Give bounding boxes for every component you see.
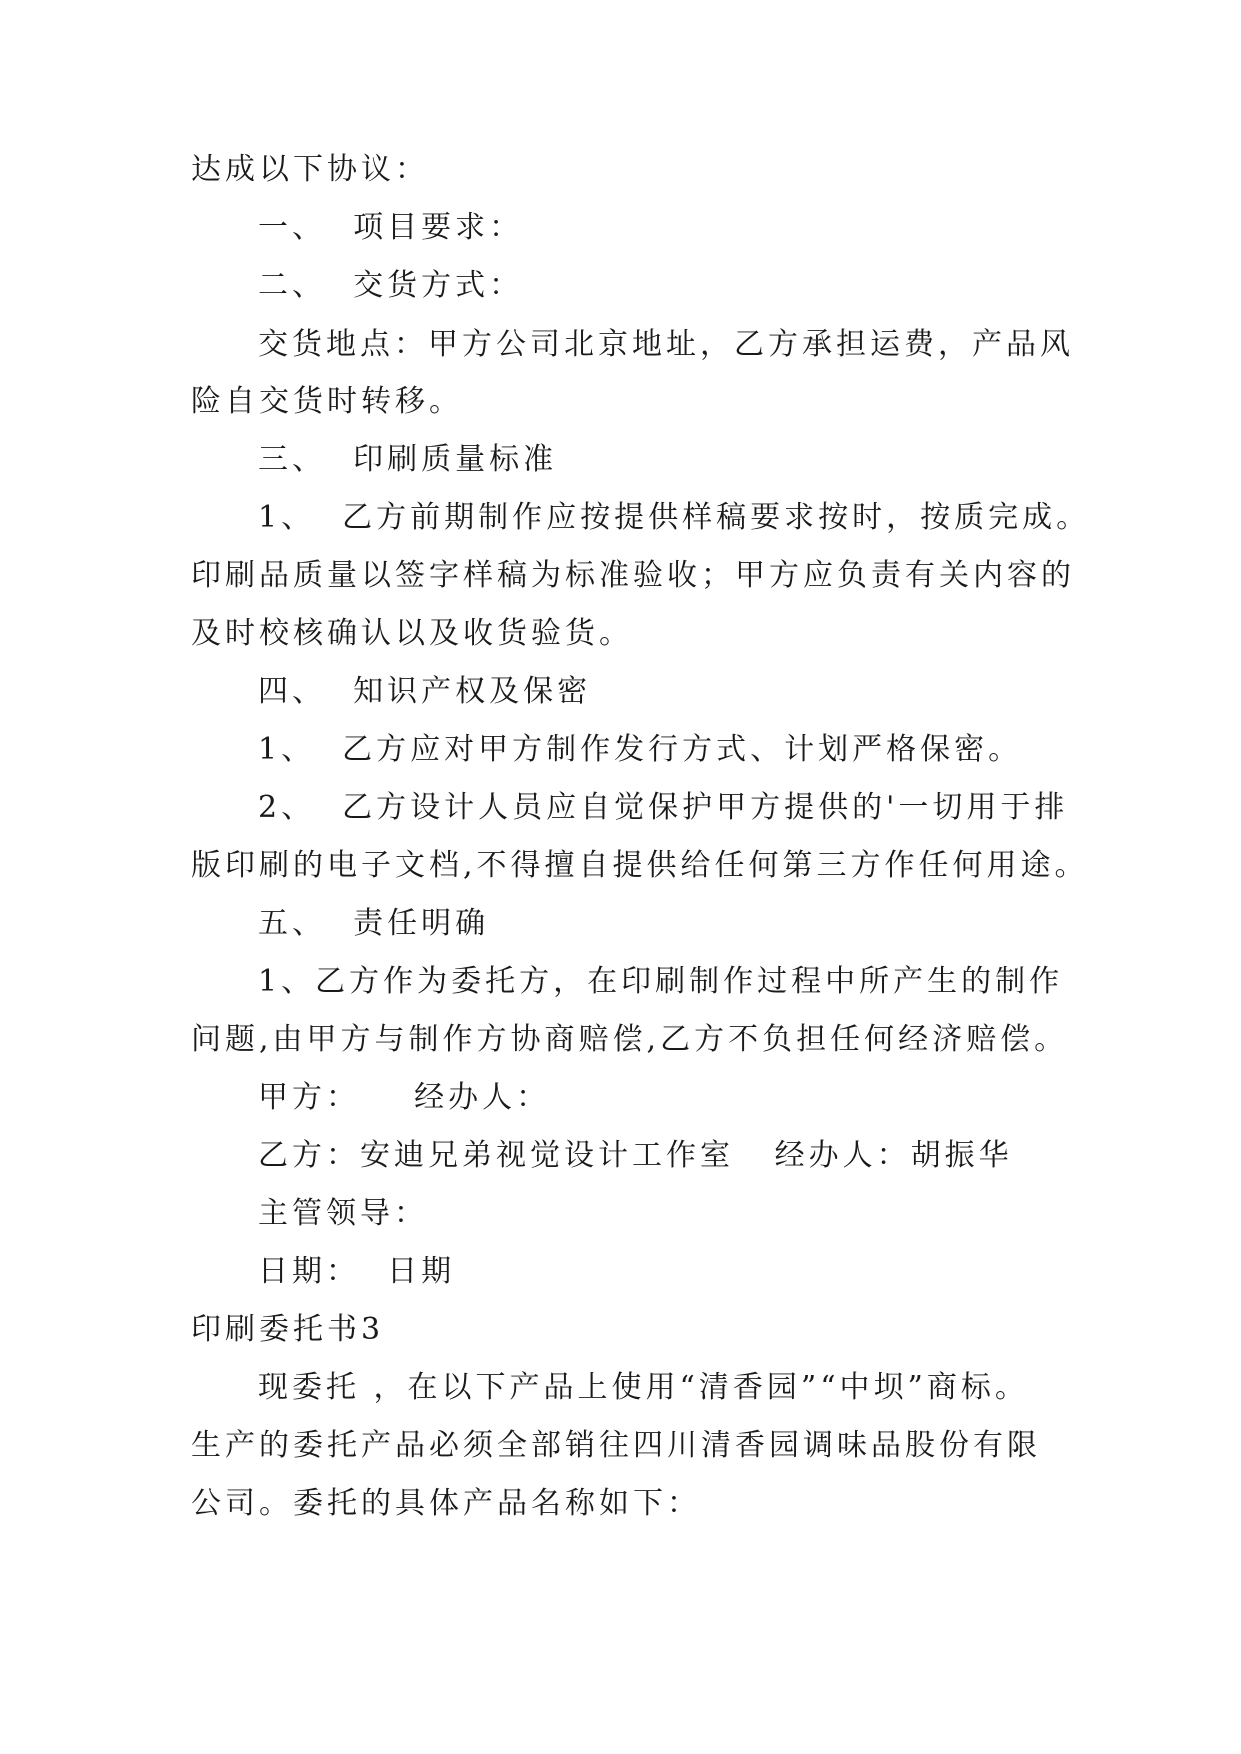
text-line-quality-item-1-cont-2: 及时校核确认以及收货验货。 (191, 616, 633, 651)
section-heading-responsibilities: 五、 责任明确 (258, 906, 490, 941)
text-line-ip-item-1: 1、 乙方应对甲方制作发行方式、计划严格保密。 (258, 732, 1023, 767)
text-line-ip-item-2: 2、 乙方设计人员应自觉保护甲方提供的'一切用于排 (258, 790, 1069, 825)
section-heading-delivery-method: 二、 交货方式： (258, 268, 524, 303)
text-line-quality-item-1: 1、 乙方前期制作应按提供样稿要求按时，按质完成。 (258, 500, 1091, 535)
signature-line-party-a: 甲方： 经办人： (258, 1080, 551, 1115)
text-line-delivery-location-cont: 险自交货时转移。 (191, 384, 463, 419)
text-line-responsibility-item-1-cont: 问题,由甲方与制作方协商赔偿,乙方不负担任何经济赔偿。 (191, 1022, 1069, 1057)
document-subtitle-commission-3: 印刷委托书3 (191, 1312, 385, 1347)
signature-line-supervisor: 主管领导： (258, 1196, 428, 1231)
text-line-commission-body-cont-2: 公司。委托的具体产品名称如下： (191, 1486, 701, 1521)
text-line-agreement-intro: 达成以下协议： (191, 152, 429, 187)
section-heading-ip-confidentiality: 四、 知识产权及保密 (258, 674, 592, 709)
signature-line-party-b: 乙方：安迪兄弟视觉设计工作室 经办人：胡振华 (258, 1138, 1013, 1173)
text-line-quality-item-1-cont: 印刷品质量以签字样稿为标准验收；甲方应负责有关内容的 (191, 558, 1075, 593)
section-heading-print-quality: 三、 印刷质量标准 (258, 442, 558, 477)
text-line-responsibility-item-1: 1、乙方作为委托方，在印刷制作过程中所产生的制作 (258, 964, 1064, 999)
text-line-delivery-location: 交货地点：甲方公司北京地址，乙方承担运费，产品风 (258, 327, 1074, 362)
text-line-commission-body-cont: 生产的委托产品必须全部销往四川清香园调味品股份有限 (191, 1428, 1041, 1463)
signature-line-date: 日期： 日期 (258, 1254, 456, 1289)
text-line-commission-body: 现委托 ，在以下产品上使用“清香园”“中坝”商标。 (258, 1370, 1029, 1405)
text-line-ip-item-2-cont: 版印刷的电子文档,不得擅自提供给任何第三方作任何用途。 (191, 848, 1089, 883)
section-heading-project-requirements: 一、 项目要求： (258, 210, 524, 245)
